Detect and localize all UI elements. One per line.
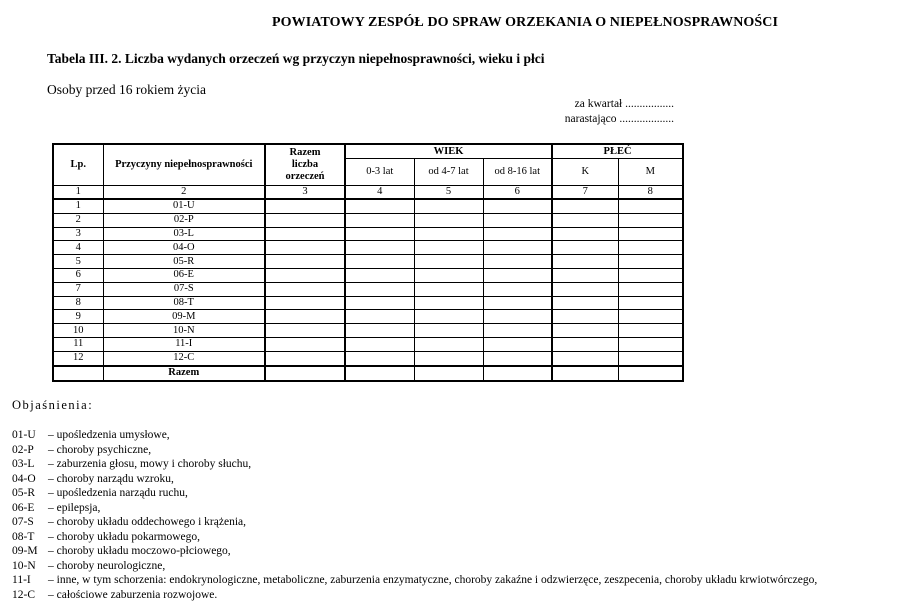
legend-code: 03-L: [12, 458, 35, 470]
empty-cell: [552, 241, 618, 255]
legend-code: 11-I: [12, 574, 31, 586]
legend-item: [12, 443, 817, 458]
row-code: 10-N: [103, 324, 265, 338]
empty-cell: [552, 199, 618, 213]
legend-description: – choroby psychiczne,: [48, 443, 152, 456]
empty-cell: [552, 351, 618, 365]
table-row: [53, 310, 683, 324]
header-total-line2: liczba: [291, 159, 319, 170]
empty-cell: [483, 296, 552, 310]
empty-cell: [414, 310, 483, 324]
header-causes: Przyczyny niepełnosprawności: [103, 144, 265, 186]
legend-item: [12, 573, 817, 588]
empty-cell: [483, 227, 552, 241]
empty-cell: [552, 282, 618, 296]
row-code: 11-I: [103, 337, 265, 351]
row-lp: 10: [53, 324, 103, 338]
empty-cell: [345, 324, 414, 338]
legend-description: – upośledzenia narządu ruchu,: [48, 487, 188, 499]
total-label: Razem: [103, 366, 265, 381]
legend-code: 10-N: [12, 559, 36, 572]
empty-cell: [618, 282, 683, 296]
legend-code: 09-M: [12, 545, 38, 557]
legend-item: [12, 559, 817, 574]
empty-cell: [53, 366, 103, 381]
table-row: [53, 296, 683, 310]
header-total-line3: orzeczeń: [285, 171, 325, 182]
row-lp: 5: [53, 255, 103, 269]
empty-cell: [618, 227, 683, 241]
legend-description: – choroby neurologiczne,: [48, 559, 166, 572]
empty-cell: [618, 199, 683, 213]
empty-cell: [345, 255, 414, 269]
header-sex-group: PŁEĆ: [552, 144, 683, 159]
empty-cell: [618, 268, 683, 282]
legend-code: 07-S: [12, 516, 34, 528]
empty-cell: [483, 310, 552, 324]
row-lp: 7: [53, 282, 103, 296]
empty-cell: [345, 268, 414, 282]
header-total: [265, 144, 345, 186]
empty-cell: [265, 213, 345, 227]
column-number: 1: [53, 186, 103, 200]
empty-cell: [618, 324, 683, 338]
empty-cell: [552, 310, 618, 324]
empty-cell: [265, 227, 345, 241]
row-code: 04-O: [103, 241, 265, 255]
empty-cell: [345, 351, 414, 365]
empty-cell: [618, 337, 683, 351]
empty-cell: [483, 324, 552, 338]
table-row: [53, 351, 683, 365]
explanations-heading: Objaśnienia:: [12, 398, 94, 412]
legend-description: – całościowe zaburzenia rozwojowe.: [48, 588, 218, 601]
main-title: POWIATOWY ZESPÓŁ DO SPRAW ORZEKANIA O NIEPEŁNOSPRAWNOŚCI: [272, 15, 779, 30]
column-number: 8: [618, 186, 683, 200]
legend-description: – epilepsja,: [48, 501, 101, 514]
empty-cell: [483, 282, 552, 296]
legend-item: [12, 530, 817, 545]
legend-item: [12, 588, 817, 603]
empty-cell: [483, 366, 552, 381]
empty-cell: [552, 268, 618, 282]
column-number: 2: [103, 186, 265, 200]
empty-cell: [552, 366, 618, 381]
row-lp: 3: [53, 227, 103, 241]
empty-cell: [483, 241, 552, 255]
legend-code: 08-T: [12, 530, 35, 543]
empty-cell: [345, 227, 414, 241]
row-lp: 6: [53, 268, 103, 282]
empty-cell: [552, 296, 618, 310]
empty-cell: [414, 227, 483, 241]
legend-description: – choroby układu pokarmowego,: [48, 530, 201, 543]
table-row: [53, 199, 683, 213]
empty-cell: [618, 296, 683, 310]
empty-cell: [345, 337, 414, 351]
statistics-table: [52, 143, 684, 382]
table-row: [53, 255, 683, 269]
empty-cell: [345, 282, 414, 296]
empty-cell: [414, 337, 483, 351]
legend-item: [12, 472, 817, 487]
column-number: 7: [552, 186, 618, 200]
legend-item: [12, 457, 817, 472]
empty-cell: [414, 366, 483, 381]
empty-cell: [414, 268, 483, 282]
header-total-line1: Razem: [289, 147, 321, 158]
total-row: [53, 366, 683, 381]
row-lp: 9: [53, 310, 103, 324]
column-number-row: [53, 186, 683, 200]
explanations-list: [12, 428, 817, 602]
legend-item: [12, 515, 817, 530]
empty-cell: [265, 199, 345, 213]
column-number: 6: [483, 186, 552, 200]
table-row: [53, 213, 683, 227]
empty-cell: [552, 227, 618, 241]
empty-cell: [552, 213, 618, 227]
row-code: 02-P: [103, 213, 265, 227]
empty-cell: [483, 268, 552, 282]
empty-cell: [618, 213, 683, 227]
empty-cell: [265, 241, 345, 255]
cumulative-label: narastająco ...................: [564, 113, 674, 125]
header-lp: Lp.: [53, 144, 103, 186]
table-row: [53, 268, 683, 282]
row-code: 09-M: [103, 310, 265, 324]
legend-description: – choroby układu moczowo-płciowego,: [48, 545, 231, 557]
row-lp: 8: [53, 296, 103, 310]
empty-cell: [345, 199, 414, 213]
row-code: 01-U: [103, 199, 265, 213]
legend-code: 04-O: [12, 472, 36, 485]
empty-cell: [618, 310, 683, 324]
legend-code: 01-U: [12, 429, 36, 441]
header-age-4-7: od 4-7 lat: [414, 159, 483, 186]
empty-cell: [552, 324, 618, 338]
empty-cell: [552, 255, 618, 269]
empty-cell: [265, 351, 345, 365]
empty-cell: [414, 324, 483, 338]
empty-cell: [618, 366, 683, 381]
legend-description: – upośledzenia umysłowe,: [48, 429, 170, 441]
empty-cell: [345, 296, 414, 310]
empty-cell: [265, 268, 345, 282]
row-code: 12-C: [103, 351, 265, 365]
empty-cell: [345, 366, 414, 381]
empty-cell: [414, 213, 483, 227]
empty-cell: [483, 337, 552, 351]
empty-cell: [265, 366, 345, 381]
empty-cell: [618, 241, 683, 255]
legend-description: – choroby narządu wzroku,: [48, 472, 174, 485]
empty-cell: [552, 337, 618, 351]
empty-cell: [265, 296, 345, 310]
row-lp: 12: [53, 351, 103, 365]
table-row: [53, 241, 683, 255]
empty-cell: [414, 282, 483, 296]
row-lp: 2: [53, 213, 103, 227]
table-row: [53, 227, 683, 241]
column-number: 5: [414, 186, 483, 200]
empty-cell: [414, 351, 483, 365]
row-code: 03-L: [103, 227, 265, 241]
empty-cell: [483, 255, 552, 269]
row-code: 08-T: [103, 296, 265, 310]
table-row: [53, 337, 683, 351]
quarter-label: za kwartał .................: [574, 98, 674, 110]
empty-cell: [265, 310, 345, 324]
empty-cell: [265, 255, 345, 269]
empty-cell: [618, 351, 683, 365]
legend-item: [12, 501, 817, 516]
column-number: 3: [265, 186, 345, 200]
row-code: 05-R: [103, 255, 265, 269]
row-lp: 1: [53, 199, 103, 213]
column-number: 4: [345, 186, 414, 200]
empty-cell: [414, 199, 483, 213]
table-row: [53, 282, 683, 296]
empty-cell: [483, 199, 552, 213]
empty-cell: [265, 324, 345, 338]
legend-code: 02-P: [12, 443, 34, 456]
empty-cell: [345, 241, 414, 255]
legend-code: 12-C: [12, 588, 35, 601]
table-row: [53, 324, 683, 338]
header-age-8-16: od 8-16 lat: [483, 159, 552, 186]
legend-item: [12, 428, 817, 443]
row-lp: 11: [53, 337, 103, 351]
empty-cell: [414, 296, 483, 310]
subtitle: Osoby przed 16 rokiem życia: [47, 82, 206, 97]
empty-cell: [345, 310, 414, 324]
empty-cell: [483, 213, 552, 227]
legend-description: – zaburzenia głosu, mowy i choroby słuchu,: [48, 458, 252, 470]
empty-cell: [265, 337, 345, 351]
empty-cell: [483, 351, 552, 365]
legend-description: – choroby układu oddechowego i krążenia,: [48, 516, 246, 528]
empty-cell: [414, 255, 483, 269]
legend-item: [12, 486, 817, 501]
header-age-0-3: 0-3 lat: [345, 159, 414, 186]
legend-code: 05-R: [12, 487, 35, 499]
row-code: 06-E: [103, 268, 265, 282]
header-sex-m: M: [618, 159, 683, 186]
legend-code: 06-E: [12, 501, 35, 514]
empty-cell: [618, 255, 683, 269]
empty-cell: [345, 213, 414, 227]
row-code: 07-S: [103, 282, 265, 296]
header-sex-k: K: [552, 159, 618, 186]
empty-cell: [265, 282, 345, 296]
empty-cell: [414, 241, 483, 255]
legend-item: [12, 544, 817, 559]
row-lp: 4: [53, 241, 103, 255]
table-title: Tabela III. 2. Liczba wydanych orzeczeń wg przyczyn niepełnosprawności, wieku i płci: [47, 51, 545, 66]
header-age-group: WIEK: [345, 144, 552, 159]
legend-description: – inne, w tym schorzenia: endokrynologiczne, metaboliczne, zaburzenia enzymatyczne, choroby zakaźne i odzwierzęce, zeszpecenia, choroby układu krwiotwórczego,: [48, 574, 818, 586]
